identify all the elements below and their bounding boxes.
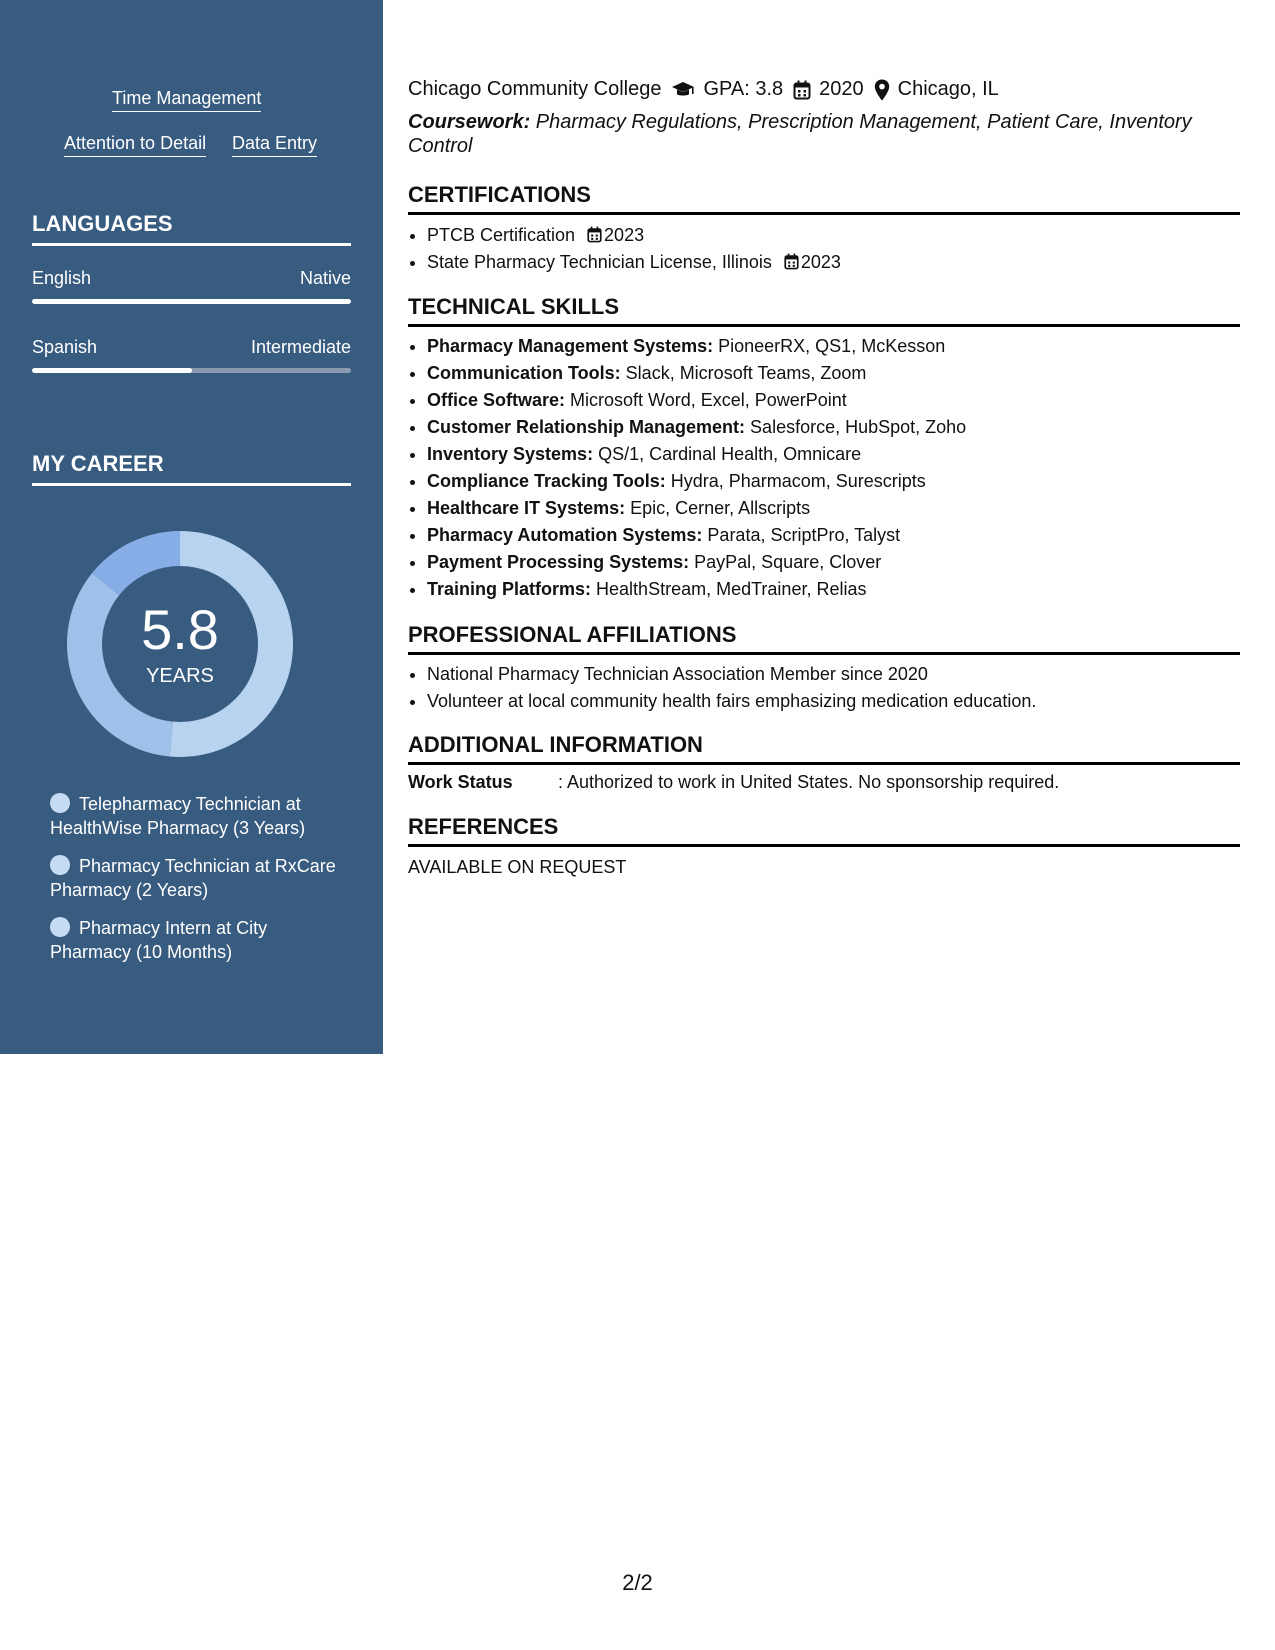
skill-item xyxy=(427,441,1239,468)
coursework-label: Coursework: xyxy=(408,111,531,133)
skill-item xyxy=(427,333,1239,360)
skill-item xyxy=(427,495,1239,522)
graduation-year: 2020 xyxy=(819,78,864,100)
languages-heading: LANGUAGES xyxy=(32,211,351,246)
work-status-value: : Authorized to work in United States. No sponsorship required. xyxy=(558,772,1060,792)
work-status-label: Work Status xyxy=(408,772,513,792)
skill-item xyxy=(427,387,1239,414)
career-years-unit: YEARS xyxy=(146,665,214,687)
language-name: English xyxy=(32,268,92,288)
additional-info-heading: ADDITIONAL INFORMATION xyxy=(408,732,1240,765)
skill-value: PioneerRX, QS1, McKesson xyxy=(713,336,946,356)
language-bar-fill xyxy=(32,368,192,373)
language-row-spanish xyxy=(32,337,351,358)
skill-label: Training Platforms: xyxy=(427,579,592,599)
skill-attention-to-detail[interactable]: Attention to Detail xyxy=(64,133,206,157)
career-item xyxy=(50,854,350,902)
skill-label: Office Software: xyxy=(427,390,566,410)
skill-label: Payment Processing Systems: xyxy=(427,552,690,572)
skill-item xyxy=(427,522,1239,549)
coursework-text: Pharmacy Regulations, Prescription Management, Patient Care, Inventory Control xyxy=(408,111,1192,157)
certification-year: 2023 xyxy=(604,225,645,245)
career-item xyxy=(50,916,350,964)
certification-item xyxy=(427,222,1239,249)
language-row-english xyxy=(32,268,351,289)
calendar-icon xyxy=(793,80,811,100)
location-pin-icon xyxy=(874,79,890,101)
skill-item xyxy=(427,576,1239,603)
language-bar-english xyxy=(32,299,351,304)
skill-label: Communication Tools: xyxy=(427,363,621,383)
page-number: 2/2 xyxy=(622,1570,653,1595)
certification-year: 2023 xyxy=(800,252,841,272)
calendar-icon xyxy=(587,226,602,243)
skill-label: Pharmacy Automation Systems: xyxy=(427,525,703,545)
bullet-dot-icon xyxy=(50,855,70,875)
skill-value: Hydra, Pharmacom, Surescripts xyxy=(665,471,926,491)
calendar-icon xyxy=(784,253,799,270)
certification-item xyxy=(427,249,1239,276)
skill-value: Parata, ScriptPro, Talyst xyxy=(702,525,901,545)
skill-time-management[interactable]: Time Management xyxy=(112,88,261,112)
skill-value: QS/1, Cardinal Health, Omnicare xyxy=(593,444,862,464)
skill-data-entry[interactable]: Data Entry xyxy=(232,133,317,157)
certification-name: PTCB Certification xyxy=(427,225,576,245)
technical-skills-heading: TECHNICAL SKILLS xyxy=(408,294,1240,327)
skill-value: Salesforce, HubSpot, Zoho xyxy=(745,417,967,437)
skill-label: Healthcare IT Systems: xyxy=(427,498,626,518)
language-name: Spanish xyxy=(32,337,98,357)
skill-item xyxy=(427,360,1239,387)
skill-label: Customer Relationship Management: xyxy=(427,417,746,437)
language-level: Native xyxy=(299,268,351,288)
coursework xyxy=(408,110,1240,158)
affiliation-item: • National Pharmacy Technician Association Member since 2020 xyxy=(427,661,1239,688)
school-name: Chicago Community College xyxy=(408,78,662,100)
gpa: GPA: 3.8 xyxy=(703,78,784,100)
career-item xyxy=(50,792,350,840)
language-level: Intermediate xyxy=(250,337,351,357)
career-donut-chart xyxy=(66,530,294,758)
skill-value: Slack, Microsoft Teams, Zoom xyxy=(620,363,867,383)
bullet-dot-icon xyxy=(50,917,70,937)
skill-label: Inventory Systems: xyxy=(427,444,594,464)
certifications-list xyxy=(408,222,1239,276)
technical-skills-list xyxy=(408,333,1239,603)
graduation-cap-icon xyxy=(671,81,695,99)
school-location: Chicago, IL xyxy=(897,78,999,100)
skill-value: Epic, Cerner, Allscripts xyxy=(625,498,811,518)
language-bar-fill xyxy=(32,299,351,304)
skill-value: HealthStream, MedTrainer, Relias xyxy=(591,579,867,599)
affiliations-list xyxy=(408,661,1239,715)
work-status-row xyxy=(408,772,1059,793)
education-line xyxy=(408,78,999,101)
certification-name: State Pharmacy Technician License, Illinois xyxy=(427,252,772,272)
affiliations-heading: PROFESSIONAL AFFILIATIONS xyxy=(408,622,1240,655)
skill-label: Pharmacy Management Systems: xyxy=(427,336,714,356)
career-item-text: Pharmacy Intern at City Pharmacy (10 Months) xyxy=(50,918,268,962)
references-text: AVAILABLE ON REQUEST xyxy=(408,857,627,877)
career-heading: MY CAREER xyxy=(32,451,351,486)
affiliation-item: • Volunteer at local community health fairs emphasizing medication education. xyxy=(427,688,1239,715)
certifications-heading: CERTIFICATIONS xyxy=(408,182,1240,215)
skill-label: Compliance Tracking Tools: xyxy=(427,471,666,491)
skill-item xyxy=(427,549,1239,576)
career-item-text: Pharmacy Technician at RxCare Pharmacy (2 Years) xyxy=(50,856,336,900)
skill-value: PayPal, Square, Clover xyxy=(689,552,882,572)
references-heading: REFERENCES xyxy=(408,814,1240,847)
language-bar-spanish xyxy=(32,368,351,373)
career-item-text: Telepharmacy Technician at HealthWise Pharmacy (3 Years) xyxy=(50,794,306,838)
skill-item xyxy=(427,414,1239,441)
career-years-value: 5.8 xyxy=(141,598,219,661)
sidebar xyxy=(0,0,383,1054)
skill-value: Microsoft Word, Excel, PowerPoint xyxy=(565,390,847,410)
skill-item xyxy=(427,468,1239,495)
bullet-dot-icon xyxy=(50,793,70,813)
